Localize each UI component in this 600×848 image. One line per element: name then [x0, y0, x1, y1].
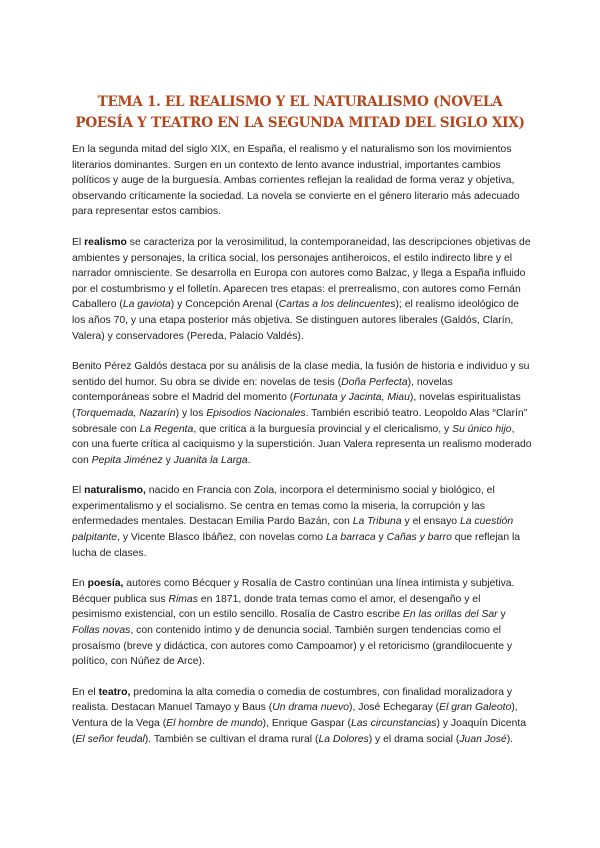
text-run: ) y el drama social (	[368, 733, 460, 745]
work-title: Torquemada, Nazarín	[75, 407, 176, 419]
text-run: Benito Pérez Galdós destaca por su análisis de la clase media, la fusión de historia e individuo y su sentido del humor. Su obra se divide en: novelas de tesis (	[72, 361, 530, 388]
work-title: El señor feudal	[75, 733, 145, 745]
work-title: La Regenta	[139, 423, 194, 435]
work-title: Juanita la Larga	[173, 454, 248, 466]
work-title: Pepita Jiménez	[91, 454, 163, 466]
text-run: , que critica a la burguesía provincial y el clericalismo, y	[193, 423, 453, 435]
work-title: Rimas	[168, 593, 198, 605]
work-title: La cuestión palpitante	[72, 516, 514, 544]
text-run: en 1871, donde trata temas como el amor, el desengaño y el pesimismo existencial, con un estilo sencillo. Rosalía de Castro escribe	[72, 593, 481, 621]
work-title: Doña Perfecta	[341, 376, 408, 388]
work-title: La Tribuna	[352, 516, 402, 528]
paragraph-galdos	[72, 359, 532, 468]
work-title: La barraca	[325, 532, 376, 544]
work-title: Cartas a los delincuentes	[278, 299, 396, 311]
paragraph-realismo	[72, 235, 532, 344]
bold-term-realismo: realismo	[84, 236, 127, 248]
text-run: que reflejan la lucha de clases.	[72, 532, 521, 559]
text-run: ) y los	[175, 407, 207, 419]
work-title: Fortunata y Jacinta, Miau	[293, 392, 410, 404]
bold-term-poesia: poesía,	[87, 578, 124, 590]
work-title: El hombre de mundo	[166, 718, 263, 729]
text-run: ); el realismo ideológico de los años 70, y una etapa posterior más objetiva. Se distinguen autores liberales (Galdós, Clarín, Valera) y conservadores (Pereda, Palacio Valdés).	[72, 299, 520, 342]
work-title: Un drama nuevo	[272, 702, 350, 714]
paragraph-intro: En la segunda mitad del siglo XIX, en España, el realismo y el naturalismo son los movimientos literarios dominantes. Surgen en un contexto de lento avance industrial, importantes cambios políticos y auge de la burguesía. Ambas corrientes reflejan la realidad de forma veraz y objetiva, observando críticamente la sociedad. La novela se convierte en el género literario más adecuado para representar estos cambios.	[72, 144, 520, 218]
text-run: ), José Echegaray (	[349, 702, 440, 714]
text-run: ), Ventura de la Vega (	[72, 702, 518, 729]
paragraph-teatro	[72, 685, 532, 747]
work-title: Episodios Nacionales	[206, 407, 306, 419]
paragraph-poesia	[72, 576, 532, 670]
text-run: El	[72, 485, 85, 497]
text-run: En el	[72, 686, 99, 698]
text-run: .	[247, 454, 251, 466]
text-run: predomina la alta comedia o comedia de costumbres, con finalidad moralizadora y realista. Destacan Manuel Tamayo y Baus (	[72, 686, 513, 714]
text-run: y	[497, 609, 506, 621]
text-run: y el ensayo	[401, 516, 460, 528]
text-run: , con una fuerte crítica al caciquismo y la superstición. Juan Valera representa un realismo moderado con	[72, 423, 532, 466]
bold-term-naturalismo: naturalismo,	[84, 485, 146, 497]
text-run: ), novelas contemporáneas sobre el Madrid del momento (	[72, 376, 453, 404]
work-title: La Dolores	[318, 733, 369, 745]
text-run: , y Vicente Blasco Ibáñez, con novelas como	[117, 532, 326, 544]
text-run: El	[72, 236, 85, 248]
text-run: ), Enrique Gaspar (	[262, 718, 351, 729]
text-run: se caracteriza por la verosimilitud, la contemporaneidad, las descripciones objetivas de ambientes y personajes, la crítica social, los personajes antiheroicos, el estilo indirecto libre y el narrador omnisciente. Se desarrolla en Europa con autores como Balzac, y llega a España influido por el costumbrismo y el folletín. Aparecen tres etapas: el prerrealismo, con autores como Fernán Caballero (	[72, 236, 531, 311]
work-title: La gaviota	[122, 299, 171, 311]
text-run: ). También se cultivan el drama rural (	[144, 733, 319, 745]
work-title: Follas novas	[72, 625, 131, 637]
text-run: ) y Joaquín Dicenta (	[72, 718, 527, 745]
document-body	[72, 142, 532, 762]
text-run: ) y Concepción Arenal (	[170, 299, 279, 311]
text-run: , con contenido íntimo y de denuncia social. También surgen tendencias como el prosaísmo (breve y didáctica, con autores como Campoamor) y el retoricismo (grandilocuente y político, con Núñez de Arce).	[72, 625, 513, 668]
work-title: El gran Galeoto	[439, 702, 512, 714]
page-title: TEMA 1. EL REALISMO Y EL NATURALISMO (NOVELA POESÍA Y TEATRO EN LA SEGUNDA MITAD DEL SIGLO XIX)	[75, 94, 525, 131]
text-run: y	[375, 532, 387, 544]
bold-term-teatro: teatro,	[98, 686, 131, 698]
paragraph-naturalismo	[72, 483, 532, 561]
text-run: En	[72, 578, 88, 590]
work-title: Cañas y barro	[386, 532, 452, 544]
text-run: nacido en Francia con Zola, incorpora el determinismo social y biológico, el experimentalismo y el socialismo. Se centra en temas como la miseria, la corrupción y las enfermedades mentales. Destacan Emilia Pardo Bazán, con	[72, 485, 495, 528]
work-title: Las circunstancias	[351, 718, 437, 729]
work-title: En las orillas del Sar	[402, 609, 498, 621]
text-run: y	[162, 454, 174, 466]
text-run: ), novelas espiritualistas (	[72, 392, 521, 419]
work-title: Juan José	[459, 733, 507, 745]
text-run: autores como Bécquer y Rosalía de Castro continúan una línea intimista y subjetiva. Bécquer publica sus	[72, 578, 515, 605]
text-run: ).	[506, 733, 514, 745]
text-run: . También escribió teatro. Leopoldo Alas “Clarín” sobresale con	[72, 407, 528, 435]
work-title: Su único hijo	[452, 423, 512, 435]
